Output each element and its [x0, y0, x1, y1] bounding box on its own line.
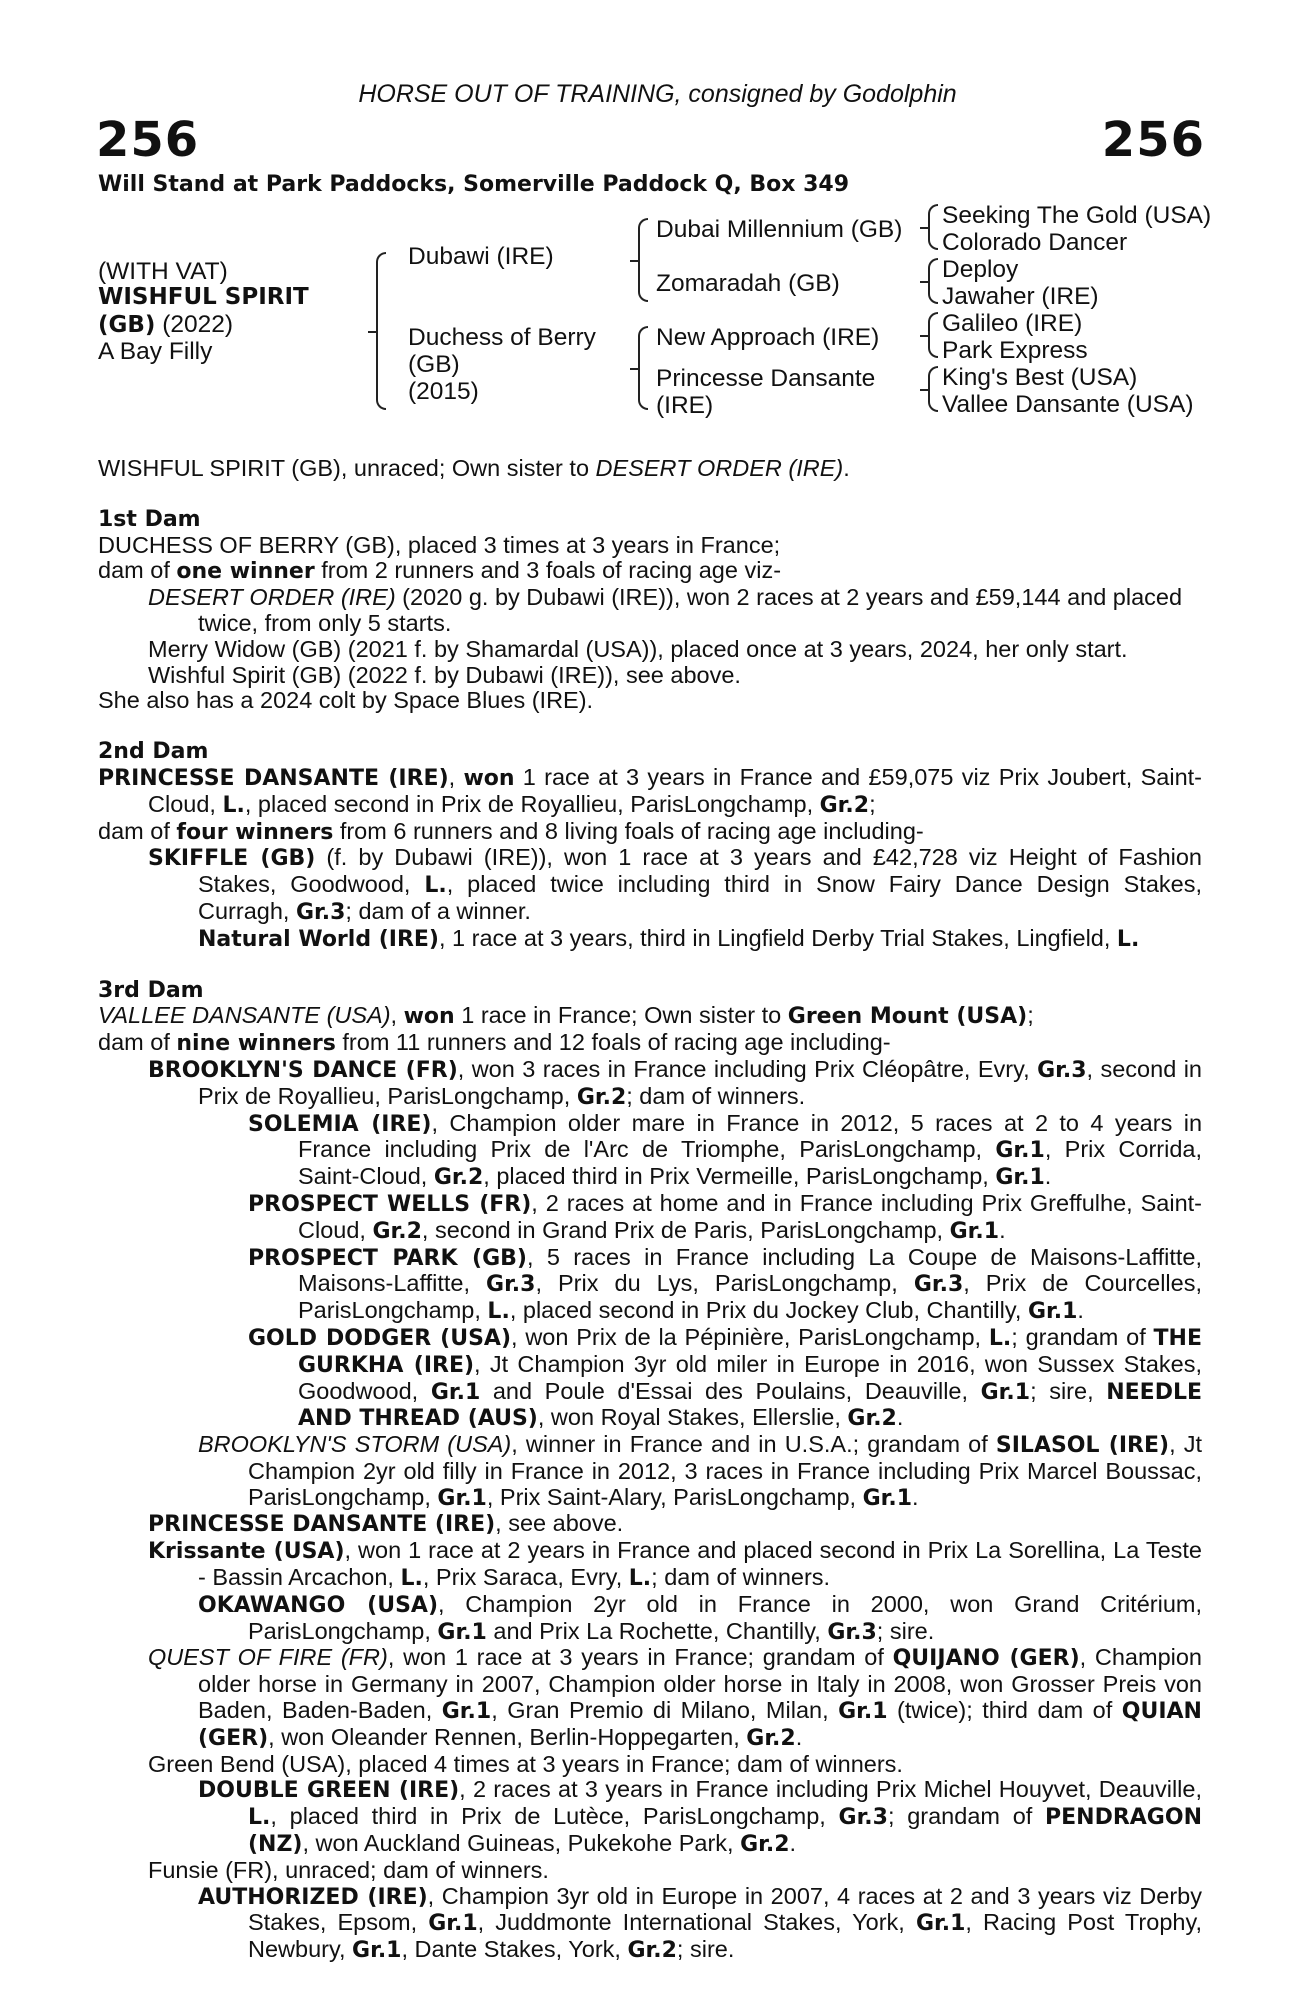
- produce-wishful-spirit: Wishful Spirit (GB) (2022 f. by Dubawi (IRE)), see above.: [148, 661, 741, 688]
- produce-brooklyns-dance: BROOKLYN'S DANCE (FR), won 3 races in France including Prix Cléopâtre, Evry, Gr.3, second in Prix de Royallieu, ParisLongchamp, Gr.2; dam of winners.: [148, 1055, 1202, 1110]
- dam-line-1: Duchess of Berry: [408, 324, 596, 351]
- horse-origin-year: [98, 311, 233, 339]
- pedigree-brace-dd: [928, 366, 938, 412]
- dam-line-3: (2015): [408, 378, 479, 405]
- pedigree-brace-sire: [638, 218, 648, 302]
- produce-2024-colt: She also has a 2024 colt by Space Blues (IRE).: [98, 687, 594, 714]
- third-dam-line: VALLEE DANSANTE (USA), won 1 race in France; Own sister to Green Mount (USA);: [98, 1002, 1034, 1030]
- produce-funsie: Funsie (FR), unraced; dam of winners.: [148, 1856, 549, 1883]
- pedigree-brace-ds: [928, 312, 938, 358]
- horse-name: WISHFUL SPIRIT: [98, 284, 309, 310]
- second-dam-line: PRINCESSE DANSANTE (IRE), won 1 race at 3 years in France and £59,075 viz Prix Joubert, Saint-Cloud, L., placed second in Prix de Royallieu, ParisLongchamp, Gr.2;: [98, 763, 1202, 818]
- produce-double-green: DOUBLE GREEN (IRE), 2 races at 3 years in France including Prix Michel Houyvet, Deauville, L., placed third in Prix de Lutèce, ParisLongchamp, Gr.3; grandam of PENDRAGON (NZ), won Auckland Guineas, Pukekohe Park, Gr.2.: [198, 1776, 1202, 1858]
- third-dam-produce-summary: dam of nine winners from 11 runners and 12 foals of racing age including-: [98, 1029, 891, 1057]
- second-dam-heading: 2nd Dam: [98, 739, 209, 765]
- consignor-subtitle: HORSE OUT OF TRAINING, consigned by Godolphin: [358, 80, 957, 108]
- produce-okawango: OKAWANGO (USA), Champion 2yr old in France in 2000, won Grand Critérium, ParisLongchamp, Gr.1 and Prix La Rochette, Chantilly, Gr.3; sire.: [198, 1590, 1202, 1645]
- sire-sire-dam: Colorado Dancer: [942, 229, 1128, 256]
- stand-location: Will Stand at Park Paddocks, Somerville Paddock Q, Box 349: [98, 172, 850, 197]
- catalogue-body: [98, 456, 1202, 1964]
- pedigree-brace-ss: [928, 204, 938, 250]
- produce-gold-dodger: GOLD DODGER (USA), won Prix de la Pépinière, ParisLongchamp, L.; grandam of THE GURKHA (IRE), Jt Champion 3yr old miler in Europe in 2016, won Sussex Stakes, Goodwood, Gr.1 and Poule d'Essai des Poulains, Deauville, Gr.1; sire, NEEDLE AND THREAD (AUS), won Royal Stakes, Ellerslie, Gr.2.: [248, 1323, 1202, 1432]
- vat-note: (WITH VAT): [98, 258, 228, 285]
- lot-number-right: 256: [1101, 112, 1205, 168]
- produce-prospect-park: PROSPECT PARK (GB), 5 races in France including La Coupe de Maisons-Laffitte, Maisons-Laffitte, Gr.3, Prix du Lys, ParisLongchamp, Gr.3, Prix de Courcelles, ParisLongchamp, L., placed second in Prix du Jockey Club, Chantilly, Gr.1.: [248, 1243, 1202, 1325]
- dam-dam-line-2: (IRE): [656, 392, 714, 419]
- dam-line-2: (GB): [408, 351, 460, 378]
- sire-dam-dam: Jawaher (IRE): [942, 283, 1099, 310]
- first-dam-produce-summary: dam of one winner from 2 runners and 3 foals of racing age viz-: [98, 557, 782, 585]
- second-dam-produce-summary: dam of four winners from 6 runners and 8 living foals of racing age including-: [98, 817, 924, 845]
- sire: Dubawi (IRE): [408, 243, 554, 270]
- produce-merry-widow: Merry Widow (GB) (2021 f. by Shamardal (USA)), placed once at 3 years, 2024, her only start.: [148, 635, 1128, 662]
- produce-quest-of-fire: QUEST OF FIRE (FR), won 1 race at 3 years in France; grandam of QUIJANO (GER), Champion older horse in Germany in 2007, Champion older horse in Italy in 2008, won Grosser Preis von Baden, Baden-Baden, Gr.1, Gran Premio di Milano, Milan, Gr.1 (twice); third dam of QUIAN (GER), won Oleander Rennen, Berlin-Hoppegarten, Gr.2.: [148, 1644, 1203, 1751]
- horse-year: (2022): [162, 311, 234, 338]
- horse-description: A Bay Filly: [98, 338, 213, 365]
- sire-sire-sire: Seeking The Gold (USA): [942, 202, 1212, 229]
- intro-line: WISHFUL SPIRIT (GB), unraced; Own sister to DESERT ORDER (IRE).: [98, 455, 850, 481]
- produce-brooklyns-storm: BROOKLYN'S STORM (USA), winner in France and in U.S.A.; grandam of SILASOL (IRE), Jt Champion 2yr old filly in France in 2012, 3 races in France including Prix Marcel Boussac, ParisLongchamp, Gr.1, Prix Saint-Alary, ParisLongchamp, Gr.1.: [198, 1431, 1202, 1511]
- dam-sire-dam: Park Express: [942, 337, 1088, 364]
- sire-sire: Dubai Millennium (GB): [656, 216, 903, 243]
- dam-sire: New Approach (IRE): [656, 324, 880, 351]
- pedigree-brace-dam: [638, 326, 648, 410]
- produce-natural-world: Natural World (IRE), 1 race at 3 years, third in Lingfield Derby Trial Stakes, Lingfield, L.: [198, 924, 1140, 952]
- produce-green-bend: Green Bend (USA), placed 4 times at 3 years in France; dam of winners.: [148, 1750, 903, 1777]
- pedigree-brace-main: [376, 252, 386, 410]
- dam-dam-line-1: Princesse Dansante: [656, 365, 876, 392]
- produce-prospect-wells: PROSPECT WELLS (FR), 2 races at home and in France including Prix Greffulhe, Saint-Cloud, Gr.2, second in Grand Prix de Paris, ParisLongchamp, Gr.1.: [248, 1189, 1202, 1244]
- third-dam-heading: 3rd Dam: [98, 977, 204, 1003]
- produce-princesse-dansante: PRINCESSE DANSANTE (IRE), see above.: [148, 1510, 624, 1538]
- dam-dam-dam: Vallee Dansante (USA): [942, 391, 1194, 418]
- pedigree-brace-sd: [928, 258, 938, 304]
- sire-dam-sire: Deploy: [942, 256, 1019, 283]
- produce-desert-order: DESERT ORDER (IRE) (2020 g. by Dubawi (IRE)), won 2 races at 2 years and £59,144 and placed twice, from only 5 starts.: [148, 584, 1183, 636]
- first-dam-heading: 1st Dam: [98, 506, 201, 532]
- produce-krissante: Krissante (USA), won 1 race at 2 years in France and placed second in Prix La Sorellina, La Teste - Bassin Arcachon, L., Prix Saraca, Evry, L.; dam of winners.: [148, 1537, 1202, 1592]
- lot-number-left: 256: [96, 112, 200, 168]
- horse-country: (GB): [98, 312, 156, 338]
- first-dam-line: DUCHESS OF BERRY (GB), placed 3 times at 3 years in France;: [98, 531, 781, 558]
- produce-skiffle: SKIFFLE (GB) (f. by Dubawi (IRE)), won 1 race at 3 years and £42,728 viz Height of Fashion Stakes, Goodwood, L., placed twice including third in Snow Fairy Dance Design Stakes, Curragh, Gr.3; dam of a winner.: [148, 844, 1202, 925]
- dam-dam-sire: King's Best (USA): [942, 364, 1138, 391]
- sire-dam: Zomaradah (GB): [656, 270, 840, 297]
- dam-sire-sire: Galileo (IRE): [942, 310, 1083, 337]
- produce-authorized: AUTHORIZED (IRE), Champion 3yr old in Europe in 2007, 4 races at 2 and 3 years viz Derby Stakes, Epsom, Gr.1, Juddmonte International Stakes, York, Gr.1, Racing Post Trophy, Newbury, Gr.1, Dante Stakes, York, Gr.2; sire.: [198, 1882, 1202, 1964]
- produce-solemia: SOLEMIA (IRE), Champion older mare in France in 2012, 5 races at 2 to 4 years in France including Prix de l'Arc de Triomphe, ParisLongchamp, Gr.1, Prix Corrida, Saint-Cloud, Gr.2, placed third in Prix Vermeille, ParisLongchamp, Gr.1.: [248, 1109, 1203, 1191]
